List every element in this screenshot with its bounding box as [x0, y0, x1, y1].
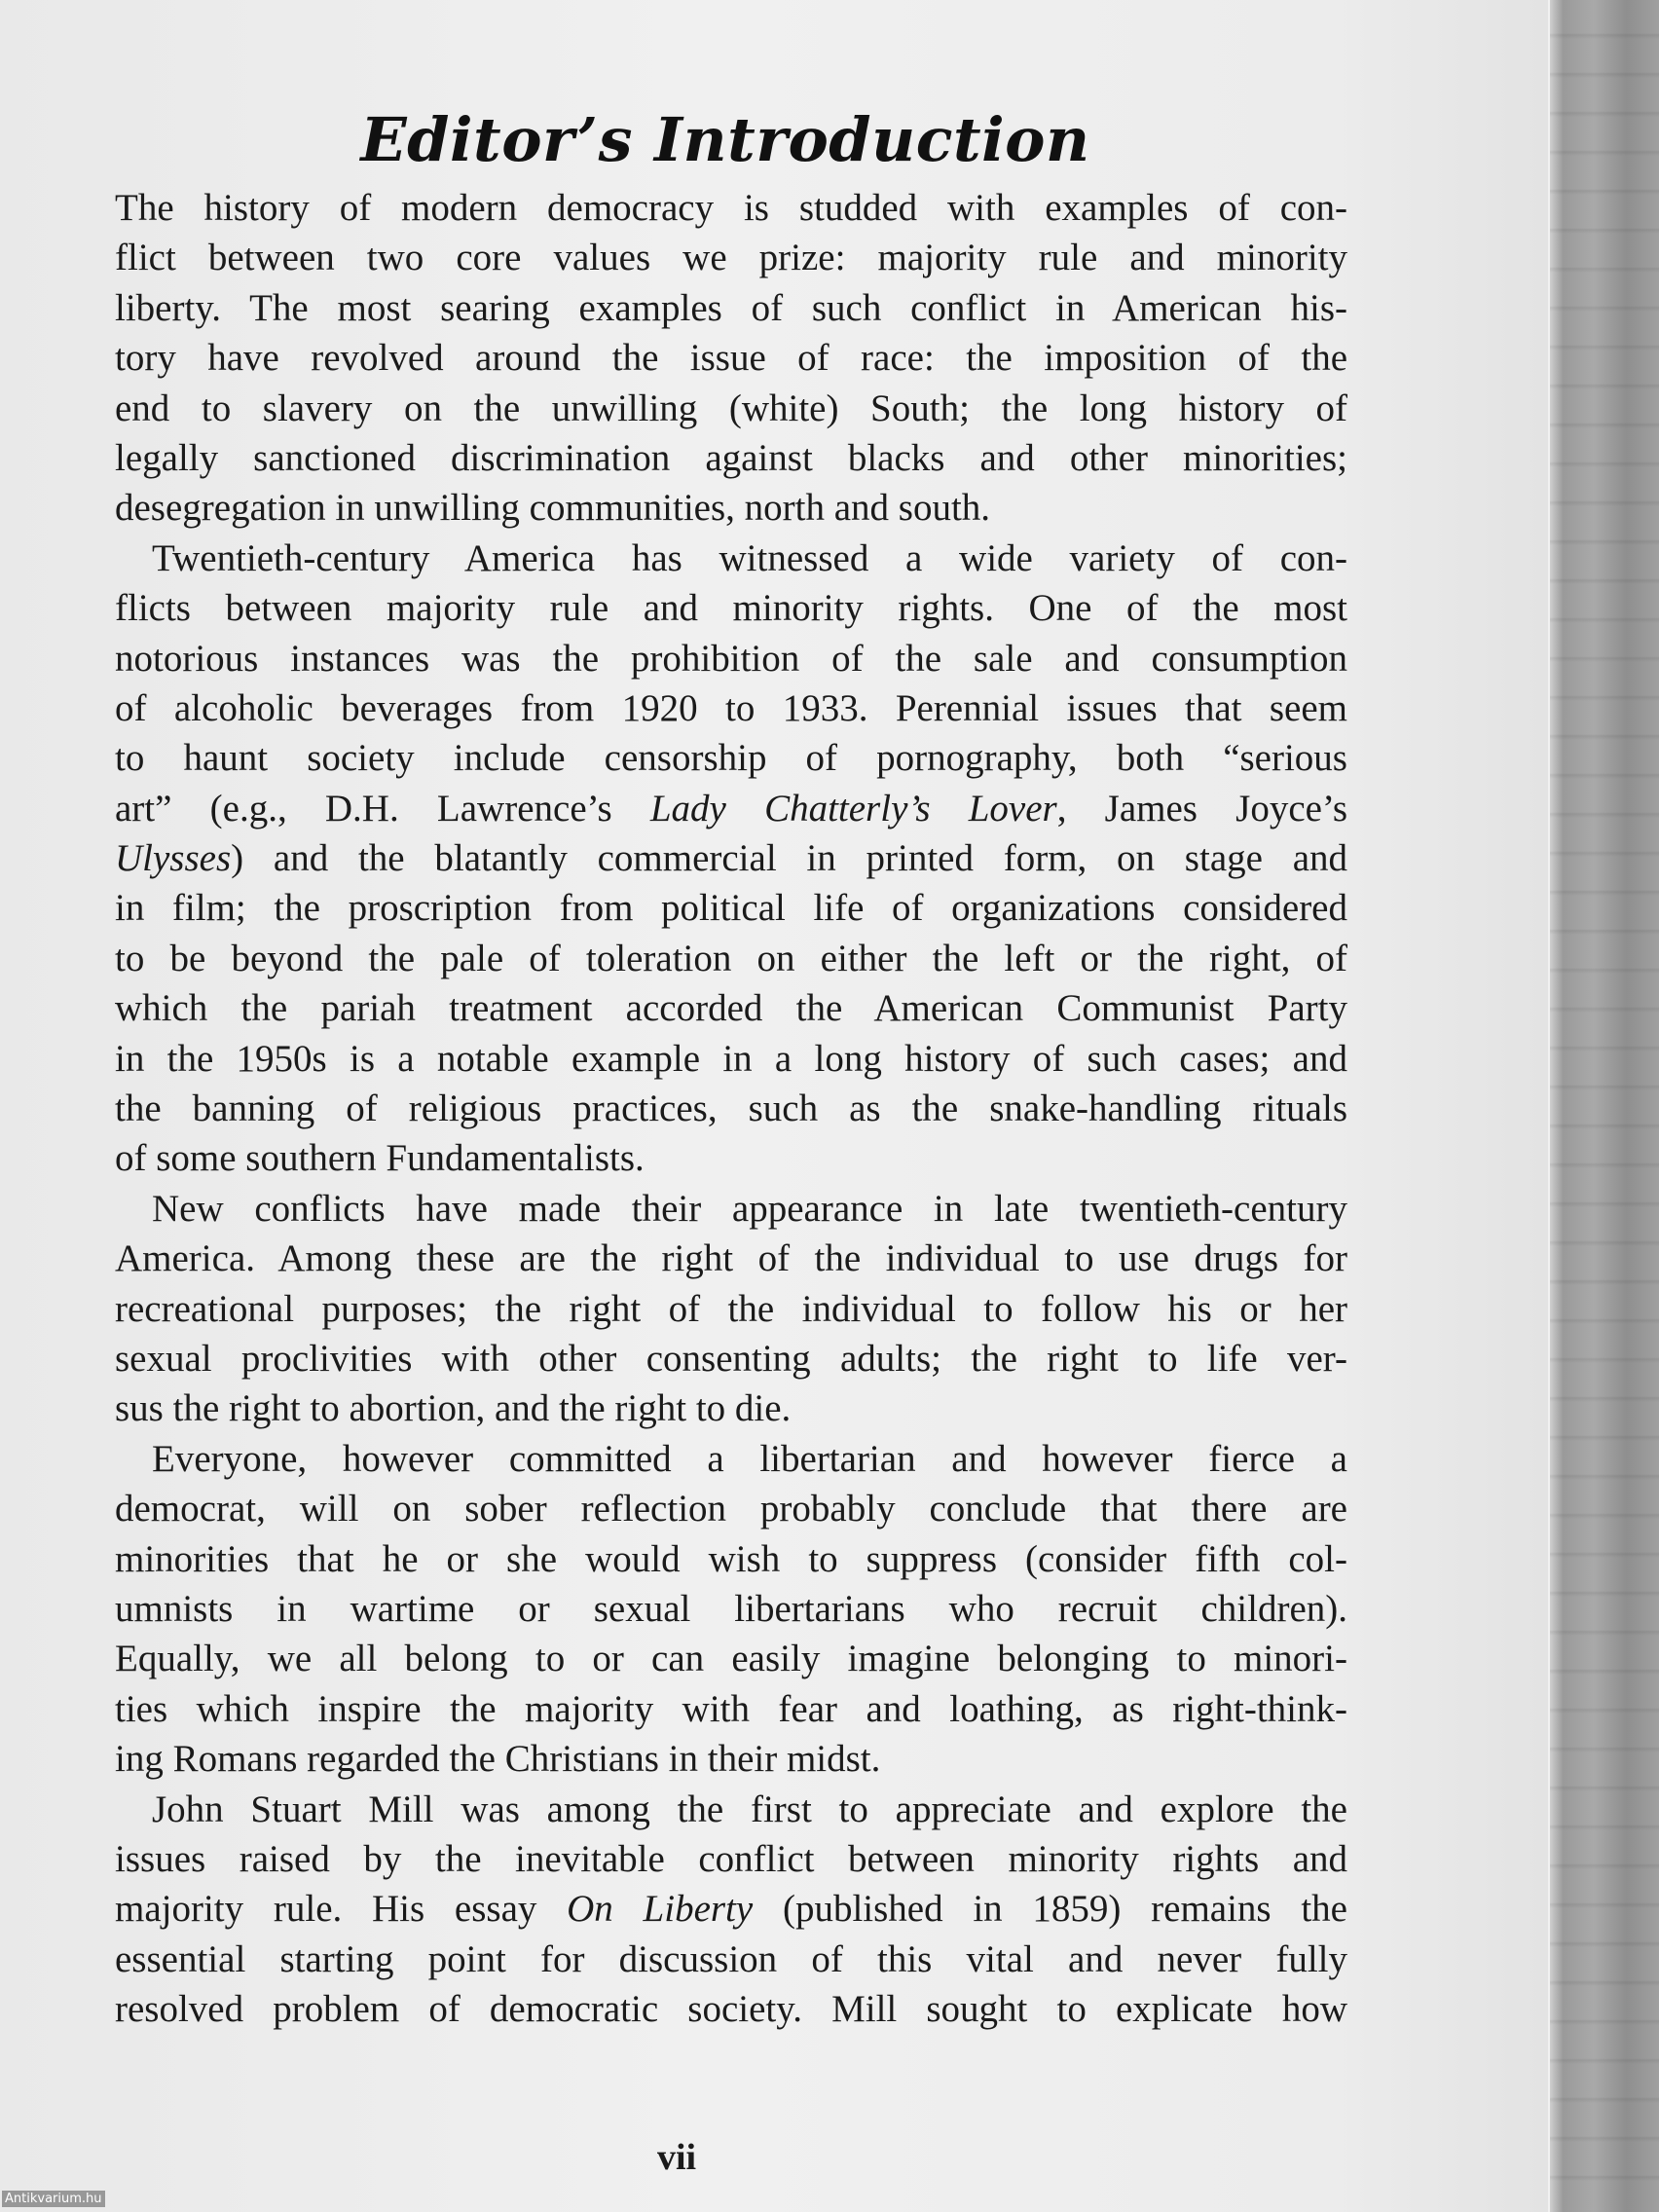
text-line: of some southern Fundamentalists.: [115, 1137, 645, 1180]
text-line: issues raised by the inevitable conflict between minority rights and: [115, 1837, 1347, 1880]
text-line: New conflicts have made their appearance in late twentieth-century: [152, 1187, 1347, 1230]
text-line: John Stuart Mill was among the first to appreciate and explore the: [152, 1788, 1347, 1830]
text-line: minorities that he or she would wish to suppress (consider fifth col-: [115, 1537, 1347, 1580]
text-line: ties which inspire the majority with fear and loathing, as right-think-: [115, 1687, 1347, 1730]
text-line: which the pariah treatment accorded the American Communist Party: [115, 987, 1347, 1030]
text-line: flict between two core values we prize: majority rule and minority: [115, 237, 1347, 279]
text-line: the banning of religious practices, such as the snake-handling rituals: [115, 1088, 1347, 1130]
text-line: The history of modern democracy is studded with examples of con-: [115, 187, 1347, 229]
text-line: umnists in wartime or sexual libertarians who recruit children).: [115, 1587, 1347, 1630]
text-line: in the 1950s is a notable example in a long history of such cases; and: [115, 1037, 1347, 1080]
text-line: Ulysses) and the blatantly commercial in printed form, on stage and: [115, 837, 1347, 880]
book-binding: [1550, 0, 1659, 2212]
watermark: Antikvarium.hu: [2, 2191, 105, 2207]
text-line: resolved problem of democratic society. Mill sought to explicate how: [115, 1988, 1347, 2031]
text-line: tory have revolved around the issue of race: the imposition of the: [115, 337, 1347, 380]
text-line: democrat, will on sober reflection probably conclude that there are: [115, 1488, 1347, 1530]
text-line: ing Romans regarded the Christians in their midst.: [115, 1738, 881, 1781]
text-line: of alcoholic beverages from 1920 to 1933. Perennial issues that seem: [115, 686, 1347, 729]
text-line: to haunt society include censorship of pornography, both “serious: [115, 737, 1347, 780]
page-number: vii: [656, 2137, 697, 2178]
text-line: to be beyond the pale of toleration on either the left or the right, of: [115, 937, 1347, 979]
text-line: sus the right to abortion, and the right to die.: [115, 1387, 792, 1430]
text-line: notorious instances was the prohibition of the sale and consumption: [115, 637, 1347, 680]
text-line: majority rule. His essay On Liberty (published in 1859) remains the: [115, 1888, 1347, 1931]
body-text: [115, 183, 1347, 2034]
text-line: Equally, we all belong to or can easily imagine belonging to minori-: [115, 1638, 1347, 1680]
text-line: liberty. The most searing examples of such conflict in American his-: [115, 286, 1347, 329]
text-line: legally sanctioned discrimination against blacks and other minorities;: [115, 436, 1347, 479]
text-line: sexual proclivities with other consenting adults; the right to life ver-: [115, 1337, 1347, 1380]
text-line: Everyone, however committed a libertarian and however fierce a: [152, 1437, 1347, 1480]
text-line: end to slavery on the unwilling (white) South; the long history of: [115, 387, 1347, 429]
page-title: Editor’s Introduction: [360, 103, 1090, 175]
text-line: Twentieth-century America has witnessed a wide variety of con-: [152, 536, 1347, 579]
text-line: America. Among these are the right of the individual to use drugs for: [115, 1237, 1347, 1280]
text-line: in film; the proscription from political life of organizations considered: [115, 887, 1347, 930]
text-line: flicts between majority rule and minority rights. One of the most: [115, 587, 1347, 630]
text-line: recreational purposes; the right of the individual to follow his or her: [115, 1287, 1347, 1330]
text-line: essential starting point for discussion of this vital and never fully: [115, 1937, 1347, 1980]
text-line: desegregation in unwilling communities, north and south.: [115, 487, 991, 530]
text-line: art” (e.g., D.H. Lawrence’s Lady Chatterly’s Lover, James Joyce’s: [115, 787, 1347, 830]
